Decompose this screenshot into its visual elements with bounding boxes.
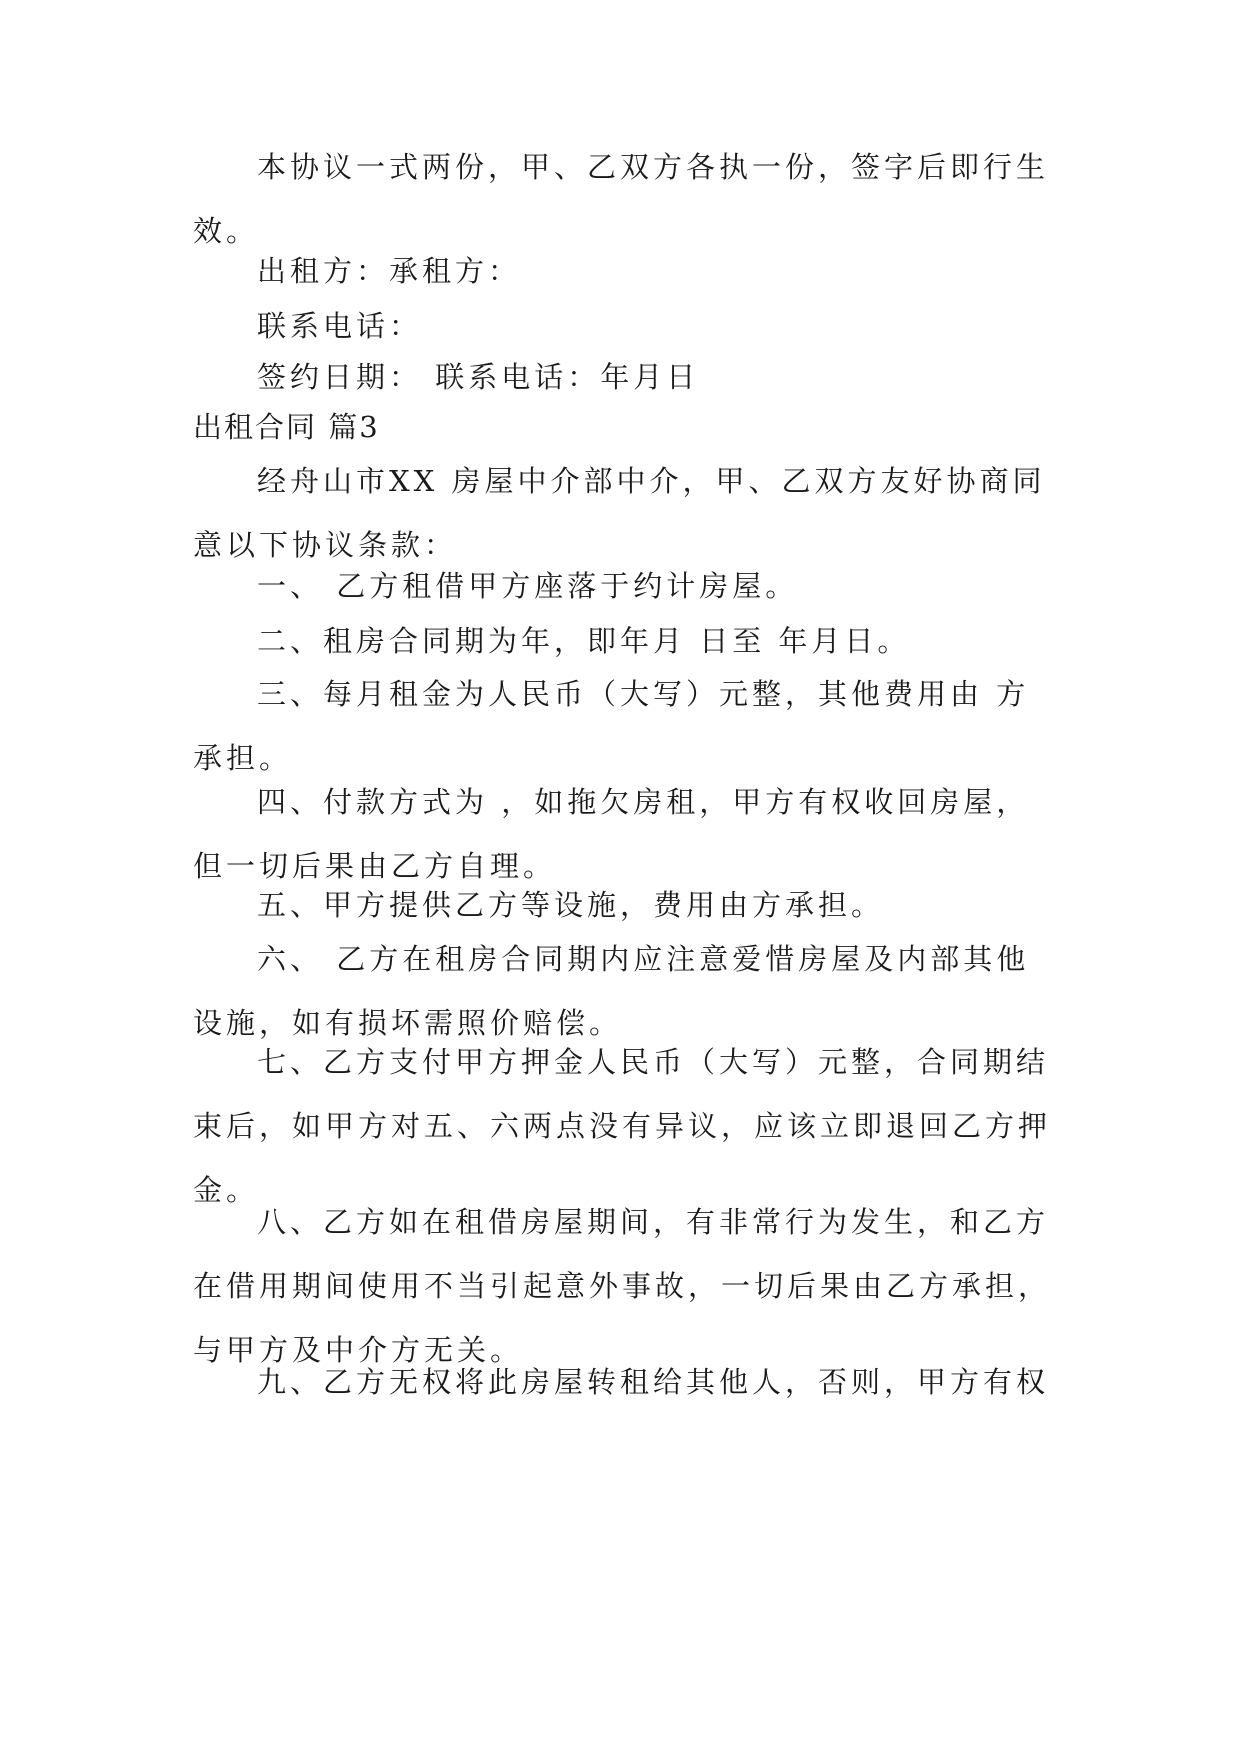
clause-1: 一、 乙方租借甲方座落于约计房屋。 bbox=[257, 569, 799, 603]
clause-5: 五、甲方提供乙方等设施，费用由方承担。 bbox=[257, 888, 885, 922]
intro-paragraph: 经舟山市XX 房屋中介部中介，甲、乙双方友好协商同意以下协议条款： bbox=[193, 464, 1046, 562]
clause-6: 六、 乙方在租房合同期内应注意爱惜房屋及内部其他设施，如有损坏需照价赔偿。 bbox=[193, 942, 1030, 1040]
clause-4: 四、付款方式为 ，如拖欠房租，甲方有权收回房屋，但一切后果由乙方自理。 bbox=[193, 785, 1030, 883]
clause-9: 九、乙方无权将此房屋转租给其他人，否则，甲方有权 bbox=[257, 1365, 1050, 1399]
section-heading: 出租合同 篇3 bbox=[193, 410, 380, 444]
clause-7: 七、乙方支付甲方押金人民币（大写）元整，合同期结束后，如甲方对五、六两点没有异议，应该立即退回乙方押金。 bbox=[193, 1045, 1052, 1207]
clause-8: 八、乙方如在租借房屋期间，有非常行为发生，和乙方在借用期间使用不当引起意外事故，一切后果由乙方承担，与甲方及中介方无关。 bbox=[193, 1205, 1052, 1367]
clause-2: 二、租房合同期为年，即年月 日至 年月日。 bbox=[257, 624, 911, 658]
parties-line: 出租方：承租方： bbox=[257, 254, 522, 288]
closing-paragraph: 本协议一式两份，甲、乙双方各执一份，签字后即行生效。 bbox=[193, 150, 1050, 248]
clause-3: 三、每月租金为人民币（大写）元整，其他费用由 方承担。 bbox=[193, 677, 1030, 775]
phone-line: 联系电话： bbox=[257, 309, 423, 343]
signing-date-line: 签约日期： 联系电话：年月日 bbox=[257, 360, 700, 394]
